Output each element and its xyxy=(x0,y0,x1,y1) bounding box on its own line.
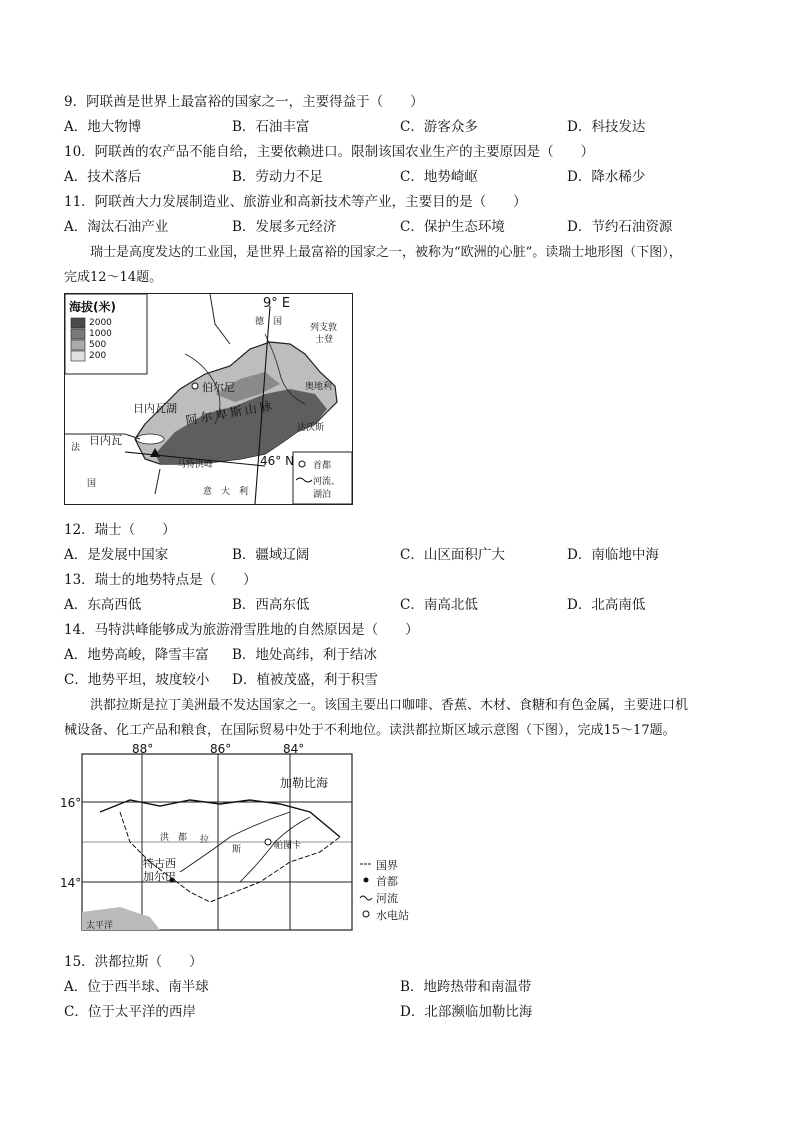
lat-label-16: 16° xyxy=(60,796,82,810)
label-liechtenstein-2: 士登 xyxy=(315,335,334,345)
legend-swatch-1000 xyxy=(71,329,85,339)
label-alps: 阿尔卑斯山脉 xyxy=(184,398,276,428)
label-italy: 意 大 利 xyxy=(203,487,249,497)
q9-option-d[interactable]: D．科技发达 xyxy=(567,119,646,135)
lat-label-14: 14° xyxy=(60,876,82,890)
label-capital-1: 特古西 xyxy=(143,857,176,870)
q15-option-d[interactable]: D．北部濒临加勒比海 xyxy=(400,1004,533,1020)
border-north xyxy=(210,294,230,344)
q11-option-b[interactable]: B．发展多元经济 xyxy=(232,219,337,235)
q11-option-d[interactable]: D．节约石油资源 xyxy=(567,219,673,235)
legend-value-1000: 1000 xyxy=(89,329,112,339)
label-pacific: 太平洋 xyxy=(86,921,114,931)
q13-option-a[interactable]: A．东高西低 xyxy=(64,597,142,613)
label-caribbean: 加勒比海 xyxy=(280,776,329,790)
legend-title: 海拔(米) xyxy=(69,300,116,314)
question-14-stem: 14．马特洪峰能够成为旅游滑雪胜地的自然原因是（ ） xyxy=(64,622,419,638)
question-13-stem: 13．瑞士的地势特点是（ ） xyxy=(64,572,257,588)
label-liechtenstein-1: 列支敦 xyxy=(310,323,338,333)
lake-geneva-shape xyxy=(136,434,164,444)
label-davos: 达沃斯 xyxy=(297,423,325,433)
legend-border-label: 国界 xyxy=(376,859,398,872)
q11-option-c[interactable]: C．保护生态环境 xyxy=(400,219,505,235)
q12-option-a[interactable]: A．是发展中国家 xyxy=(64,547,169,563)
legend-capital-label: 首都 xyxy=(376,875,398,888)
label-matterhorn: 马特洪峰 xyxy=(177,460,214,470)
label-honduras-1: 洪 xyxy=(160,833,170,843)
map-legend-capital: 首都 xyxy=(313,461,332,471)
q10-option-d[interactable]: D．降水稀少 xyxy=(567,169,646,185)
legend-hydro-label: 水电站 xyxy=(376,909,409,922)
label-germany: 德 国 xyxy=(255,317,283,327)
question-9-stem: 9．阿联酋是世界上最富裕的国家之一，主要得益于（ ） xyxy=(64,94,424,110)
question-15-stem: 15．洪都拉斯（ ） xyxy=(64,954,203,970)
legend-value-500: 500 xyxy=(89,340,107,350)
label-france-2: 国 xyxy=(87,479,97,489)
q14-option-b[interactable]: B．地处高纬，利于结冰 xyxy=(232,647,377,663)
q12-option-b[interactable]: B．疆域辽阔 xyxy=(232,547,310,563)
border-southwest xyxy=(155,469,160,494)
bern-capital-marker xyxy=(192,383,198,389)
honduras-map xyxy=(60,742,415,942)
q15-option-c[interactable]: C．位于太平洋的西岸 xyxy=(64,1004,196,1020)
legend-capital-symbol xyxy=(299,461,305,467)
legend-value-2000: 2000 xyxy=(89,318,112,328)
legend-swatch-200 xyxy=(71,351,85,361)
intro-honduras-line1: 洪都拉斯是拉丁美洲最不发达国家之一。该国主要出口咖啡、香蕉、木材、食糖和有色金属，主要进口机 xyxy=(90,698,689,713)
q10-option-c[interactable]: C．地势崎岖 xyxy=(400,169,478,185)
legend-capital-dot xyxy=(364,878,369,883)
intro-swiss-line1: 瑞士是高度发达的工业国，是世界上最富裕的国家之一，被称为“欧洲的心脏”。读瑞士地形图（下图）， xyxy=(90,245,682,260)
map-legend-river: 河流、 xyxy=(313,477,341,487)
q9-option-b[interactable]: B．石油丰富 xyxy=(232,119,310,135)
label-geneva-lake: 日内瓦湖 xyxy=(133,402,177,415)
q14-option-d[interactable]: D．植被茂盛，利于积雪 xyxy=(232,672,378,688)
q15-option-b[interactable]: B．地跨热带和南温带 xyxy=(400,979,532,995)
q10-option-a[interactable]: A．技术落后 xyxy=(64,169,142,185)
meridian-label: 9° E xyxy=(263,296,291,311)
legend-swatch-500 xyxy=(71,340,85,350)
lon-label-86: 86° xyxy=(210,742,232,756)
lon-label-88: 88° xyxy=(132,742,154,756)
label-capital-2: 加尔巴 xyxy=(143,870,176,883)
q9-option-a[interactable]: A．地大物博 xyxy=(64,119,142,135)
intro-swiss-line2: 完成12～14题。 xyxy=(64,270,163,285)
legend-value-200: 200 xyxy=(89,351,107,361)
q13-option-d[interactable]: D．北高南低 xyxy=(567,597,646,613)
legend-river-label: 河流 xyxy=(376,892,398,905)
label-honduras-4: 斯 xyxy=(232,845,242,855)
legend-river-wave xyxy=(360,896,372,900)
q14-option-a[interactable]: A．地势高峻，降雪丰富 xyxy=(64,647,209,663)
switzerland-map xyxy=(64,293,353,505)
intro-honduras-line2: 械设备、化工产品和粮食，在国际贸易中处于不利地位。读洪都拉斯区域示意图（下图），完成15～17题。 xyxy=(64,723,676,738)
map-legend-lake: 湖泊 xyxy=(313,490,332,500)
q12-option-c[interactable]: C．山区面积广大 xyxy=(400,547,505,563)
parallel-label: 46° N xyxy=(260,454,295,468)
label-honduras-2: 都 xyxy=(178,833,188,843)
label-france-1: 法 xyxy=(71,443,81,453)
label-patuca: 帕图卡 xyxy=(274,841,302,851)
q9-option-c[interactable]: C．游客众多 xyxy=(400,119,478,135)
q13-option-c[interactable]: C．南高北低 xyxy=(400,597,478,613)
label-austria: 奥地利 xyxy=(305,382,333,392)
label-geneva: 日内瓦 xyxy=(89,434,122,447)
question-12-stem: 12．瑞士（ ） xyxy=(64,522,176,538)
label-bern: 伯尔尼 xyxy=(202,381,235,394)
legend-hydro-circle xyxy=(363,911,369,917)
q14-option-c[interactable]: C．地势平坦，坡度较小 xyxy=(64,672,210,688)
q15-option-a[interactable]: A．位于西半球、南半球 xyxy=(64,979,209,995)
question-11-stem: 11．阿联酋大力发展制造业、旅游业和高新技术等产业，主要目的是（ ） xyxy=(64,194,527,210)
legend-swatch-2000 xyxy=(71,318,85,328)
label-honduras-3: 拉 xyxy=(200,835,210,845)
q11-option-a[interactable]: A．淘汰石油产业 xyxy=(64,219,169,235)
lon-label-84: 84° xyxy=(283,742,305,756)
hydropower-station-marker xyxy=(265,839,271,845)
question-10-stem: 10．阿联酋的农产品不能自给，主要依赖进口。限制该国农业生产的主要原因是（ ） xyxy=(64,144,595,160)
q10-option-b[interactable]: B．劳动力不足 xyxy=(232,169,323,185)
q12-option-d[interactable]: D．南临地中海 xyxy=(567,547,659,563)
q13-option-b[interactable]: B．西高东低 xyxy=(232,597,310,613)
